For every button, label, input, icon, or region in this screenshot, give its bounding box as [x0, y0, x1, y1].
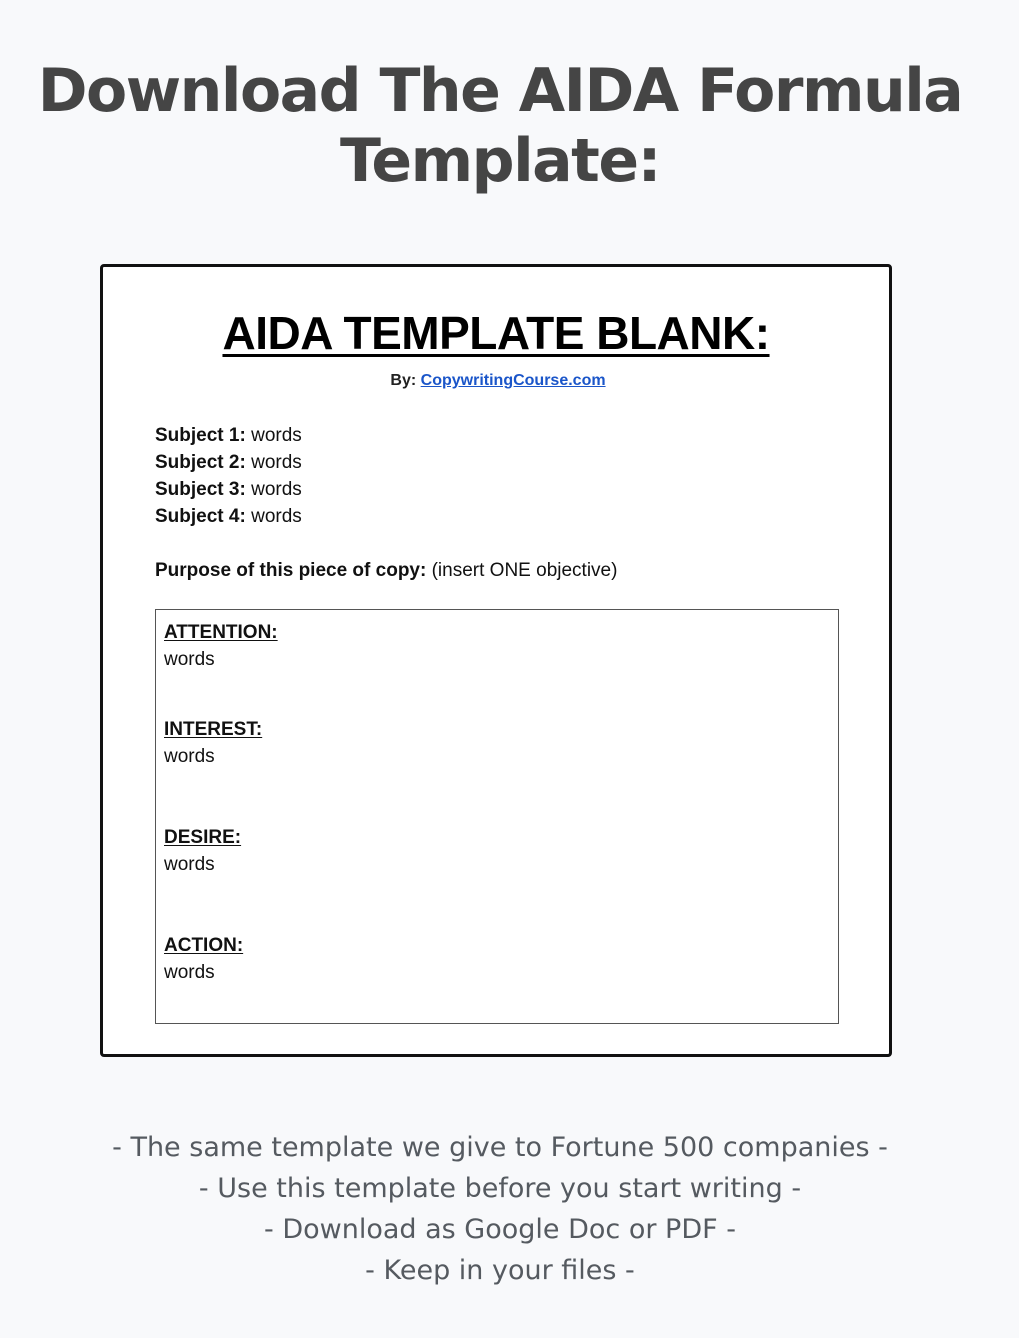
purpose-line	[155, 557, 617, 584]
footer-notes	[0, 1127, 1000, 1291]
subject-label: Subject 3:	[155, 479, 246, 500]
subject-value: words	[251, 425, 302, 446]
section-label: DESIRE:	[164, 827, 242, 848]
footer-note: - The same template we give to Fortune 500 companies -	[112, 1132, 888, 1163]
purpose-label: Purpose of this piece of copy:	[155, 560, 427, 581]
section-value: words	[164, 962, 215, 983]
subject-row	[155, 422, 302, 449]
byline	[103, 371, 893, 391]
template-preview-image[interactable]	[100, 264, 892, 1057]
aida-sections-box	[155, 609, 839, 1024]
section-desire	[164, 824, 241, 878]
section-label: INTEREST:	[164, 719, 263, 740]
footer-note: - Download as Google Doc or PDF -	[264, 1214, 736, 1245]
section-label: ACTION:	[164, 935, 244, 956]
footer-note: - Use this template before you start writing -	[198, 1173, 802, 1204]
subjects-list	[155, 422, 302, 530]
subject-label: Subject 1:	[155, 425, 246, 446]
section-value: words	[164, 746, 215, 767]
subject-value: words	[251, 506, 302, 527]
template-heading: AIDA TEMPLATE BLANK:	[222, 307, 770, 359]
subject-value: words	[251, 452, 302, 473]
footer-note: - Keep in your files -	[365, 1255, 635, 1286]
subject-row	[155, 476, 302, 503]
byline-label: By:	[390, 372, 417, 389]
subject-label: Subject 2:	[155, 452, 246, 473]
byline-link[interactable]: CopywritingCourse.com	[420, 372, 606, 389]
subject-row	[155, 503, 302, 530]
purpose-value: (insert ONE objective)	[431, 560, 618, 581]
section-value: words	[164, 854, 215, 875]
subject-row	[155, 449, 302, 476]
subject-label: Subject 4:	[155, 506, 246, 527]
section-label: ATTENTION:	[164, 622, 278, 643]
section-attention	[164, 619, 278, 673]
section-action	[164, 932, 243, 986]
page-title: Download The AIDA Formula Template:	[37, 56, 963, 196]
subject-value: words	[251, 479, 302, 500]
section-interest	[164, 716, 262, 770]
section-value: words	[164, 649, 215, 670]
